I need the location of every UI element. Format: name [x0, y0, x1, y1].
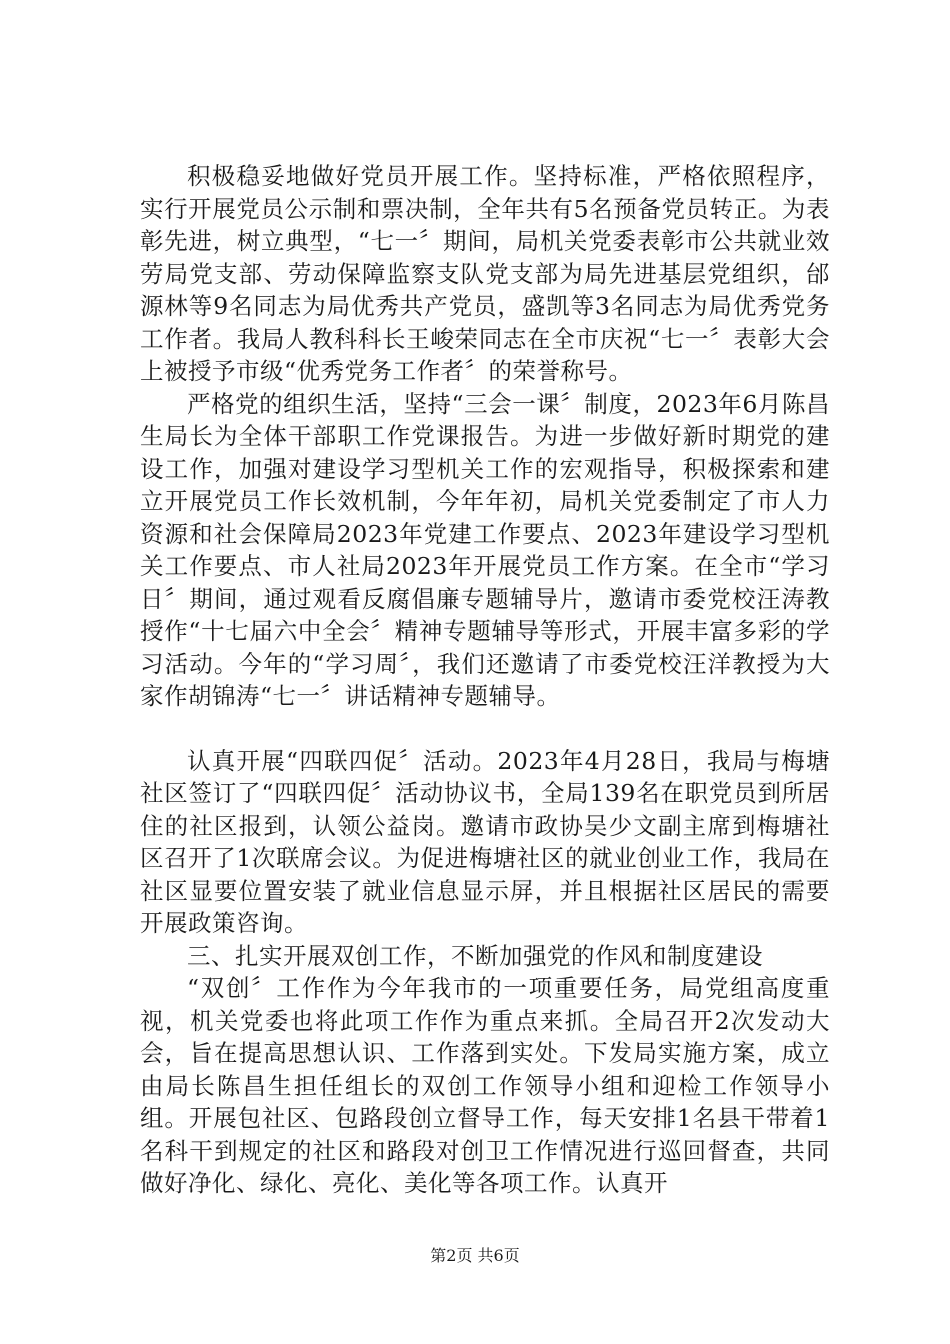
paragraph-double-creation-work: “双创〞工作作为今年我市的一项重要任务，局党组高度重视，机关党委也将此项工作作为重点来抓。全局召开2次发动大会，旨在提高思想认识、工作落到实处。下发局实施方案，成立由局长陈昌生担任组长的双创工作领导小组和迎检工作领导小组。开展包社区、包路段创立督导工作，每天安排1名县干带着1名科干到规定的社区和路段对创卫工作情况进行巡回督查，共同做好净化、绿化、亮化、美化等各项工作。认真开 — [140, 974, 830, 1197]
paragraph-organization-life: 严格党的组织生活，坚持“三会一课〞制度，2023年6月陈昌生局长为全体干部职工作党课报告。为进一步做好新时期党的建设工作，加强对建设学习型机关工作的宏观指导，积极探索和建立开展党员工作长效机制，今年年初，局机关党委制定了市人力资源和社会保障局2023年党建工作要点、2023年建设学习型机关工作要点、市人社局2023年开展党员工作方案。在全市“学习日〞期间，通过观看反腐倡廉专题辅导片，邀请市委党校汪涛教授作“十七届六中全会〞精神专题辅导等形式，开展丰富多彩的学习活动。今年的“学习周〞，我们还邀请了市委党校汪洋教授为大家作胡锦涛“七一〞讲话精神专题辅导。 — [140, 389, 830, 710]
paragraph-party-member-development: 积极稳妥地做好党员开展工作。坚持标准，严格依照程序，实行开展党员公示制和票决制，全年共有5名预备党员转正。为表彰先进，树立典型，“七一〞期间，局机关党委表彰市公共就业效劳局党支部、劳动保障监察支队党支部为局先进基层党组织，邰源林等9名同志为局优秀共产党员，盛凯等3名同志为局优秀党务工作者。我局人教科科长王峻荣同志在全市庆祝“七一〞表彰大会上被授予市级“优秀党务工作者〞的荣誉称号。 — [140, 162, 830, 385]
section-heading-three: 三、扎实开展双创工作，不断加强党的作风和制度建设 — [187, 941, 763, 970]
paragraph-four-links-activity: 认真开展“四联四促〞活动。2023年4月28日，我局与梅塘社区签订了“四联四促〞活动协议书，全局139名在职党员到所居住的社区报到，认领公益岗。邀请市政协吴少文副主席到梅塘社区召开了1次联席会议。为促进梅塘社区的就业创业工作，我局在社区显要位置安装了就业信息显示屏，并且根据社区居民的需要开展政策咨询。 — [140, 746, 830, 937]
page-footer: 第2页 共6页 — [430, 1246, 520, 1265]
document-body — [140, 160, 830, 1200]
